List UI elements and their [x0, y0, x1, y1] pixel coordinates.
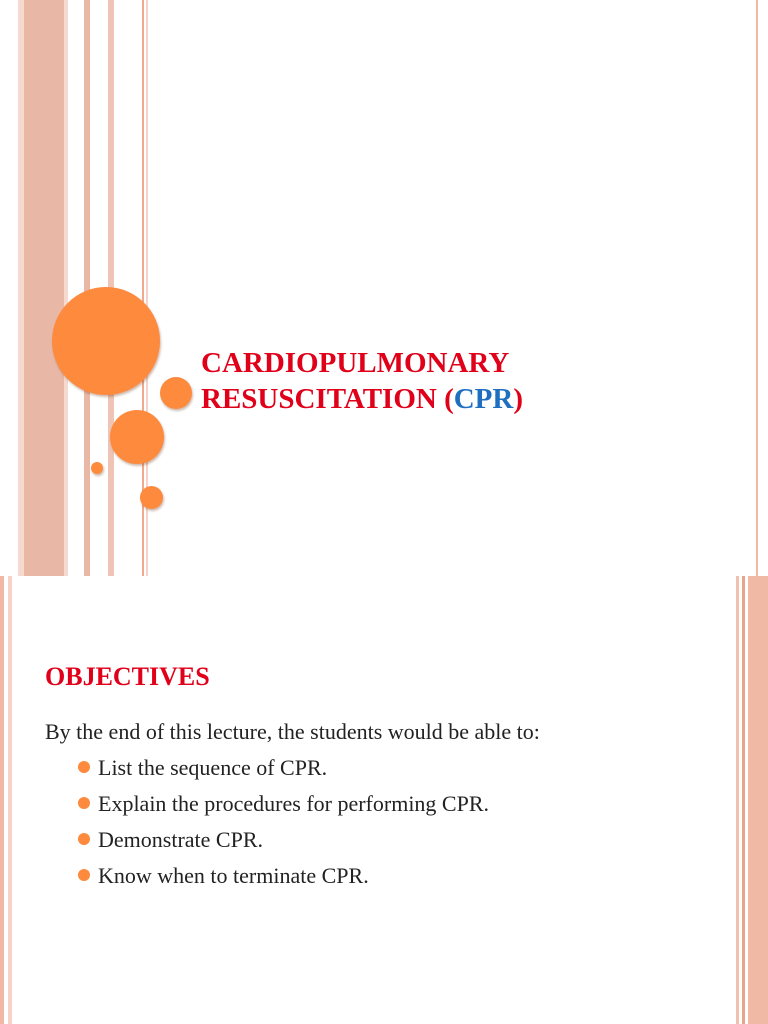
decorative-circle-small	[160, 377, 192, 409]
title-line-1: CARDIOPULMONARY	[201, 347, 510, 379]
decorative-band	[24, 0, 64, 576]
title-suffix: )	[513, 383, 524, 415]
bullet-dot-icon	[78, 833, 90, 845]
decorative-band	[756, 0, 758, 576]
decorative-circle-tiny	[91, 462, 103, 474]
decorative-band	[84, 0, 90, 576]
title-highlight-cpr: CPR	[453, 383, 514, 415]
objectives-list	[78, 754, 489, 898]
objectives-heading: OBJECTIVES	[45, 662, 210, 691]
list-item	[78, 826, 489, 862]
list-item-text: Explain the procedures for performing CPR.	[98, 791, 490, 816]
slide-title	[201, 345, 721, 417]
title-line-2	[201, 381, 721, 417]
list-item	[78, 790, 489, 826]
decorative-band	[736, 576, 739, 1024]
list-item-text: Know when to terminate CPR.	[98, 863, 369, 888]
bullet-dot-icon	[78, 869, 90, 881]
bullet-dot-icon	[78, 761, 90, 773]
bullet-dot-icon	[78, 797, 90, 809]
list-item-text: Demonstrate CPR.	[98, 827, 263, 852]
decorative-band	[64, 0, 68, 576]
decorative-circle-medium	[110, 410, 164, 464]
decorative-band	[742, 576, 745, 1024]
title-prefix: RESUSCITATION (	[201, 383, 454, 415]
decorative-band	[8, 576, 12, 1024]
decorative-circle-small	[140, 486, 163, 509]
objectives-slide	[0, 576, 768, 1024]
decorative-band	[748, 576, 768, 1024]
decorative-band	[0, 576, 4, 1024]
objectives-intro: By the end of this lecture, the students would be able to:	[45, 719, 540, 744]
decorative-circle-large	[52, 287, 160, 395]
list-item-text: List the sequence of CPR.	[98, 755, 328, 780]
list-item	[78, 862, 489, 898]
list-item	[78, 754, 489, 790]
